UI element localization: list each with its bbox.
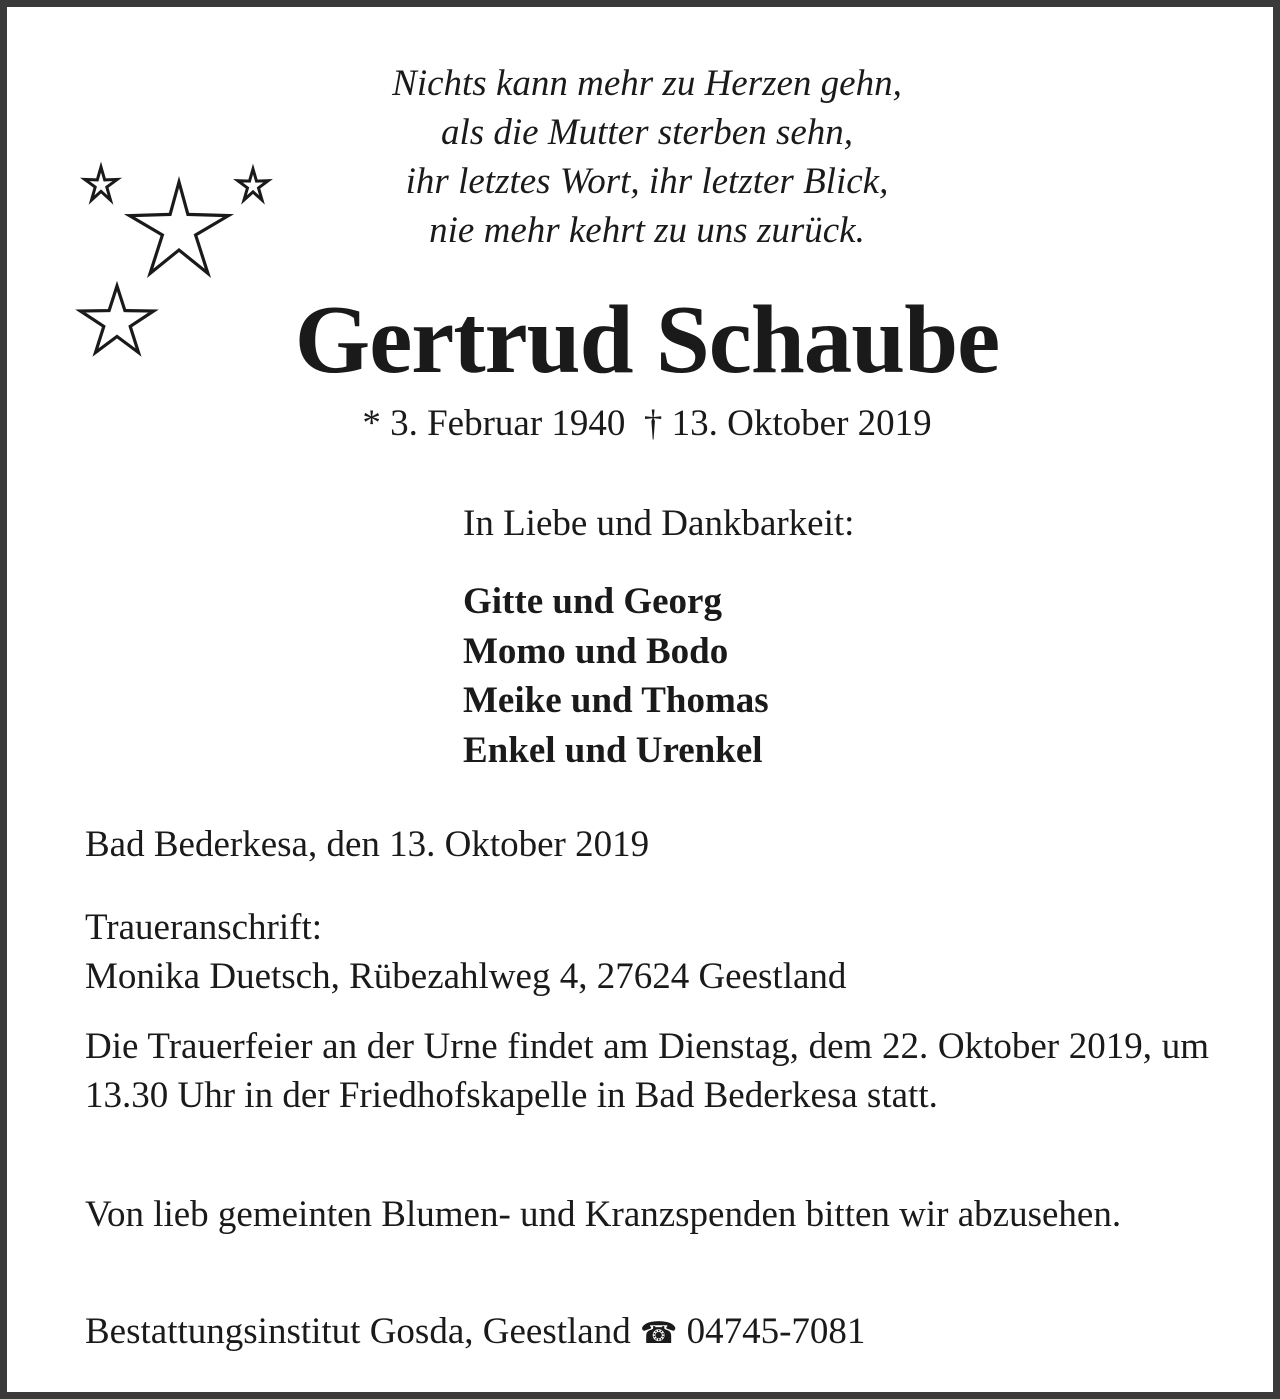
mourner-name: Enkel und Urenkel xyxy=(463,729,763,771)
funeral-home xyxy=(85,1307,1209,1358)
mourner-name: Meike und Thomas xyxy=(463,680,769,721)
flowers-note: Von lieb gemeinten Blumen- und Kranzspenden bitten wir abzusehen. xyxy=(85,1194,1122,1235)
poem-line: als die Mutter sterben sehn, xyxy=(440,112,854,153)
mourner-name: Gitte und Georg xyxy=(463,581,722,622)
poem xyxy=(7,59,1280,255)
place-date: Bad Bederkesa, den 13. Oktober 2019 xyxy=(85,824,650,865)
mourners-intro: In Liebe und Dankbarkeit: xyxy=(463,503,855,544)
address-value: Monika Duetsch, Rübezahlweg 4, 27624 Geestland xyxy=(85,956,847,997)
ceremony-info: Die Trauerfeier an der Urne findet am Dienstag, dem 22. Oktober 2019, um 13.30 Uhr in der Friedhofskapelle in Bad Bederkesa statt. xyxy=(85,1026,1209,1116)
mourning-address xyxy=(85,903,1209,1001)
phone-number: 04745-7081 xyxy=(686,1311,866,1352)
funeral-home-name: Bestattungsinstitut Gosda, Geestland xyxy=(85,1311,631,1352)
mourner-name: Momo und Bodo xyxy=(463,630,729,672)
deceased-name: Gertrud Schaube xyxy=(294,286,1000,393)
phone-icon: ☎ xyxy=(639,1317,678,1350)
poem-line: Nichts kann mehr zu Herzen gehn, xyxy=(392,63,902,104)
poem-line: ihr letztes Wort, ihr letzter Blick, xyxy=(405,161,889,202)
mourners-list xyxy=(463,577,769,775)
poem-line: nie mehr kehrt zu uns zurück. xyxy=(429,210,865,251)
life-dates: * 3. Februar 1940 † 13. Oktober 2019 xyxy=(362,403,932,444)
address-label: Traueranschrift: xyxy=(85,907,323,948)
